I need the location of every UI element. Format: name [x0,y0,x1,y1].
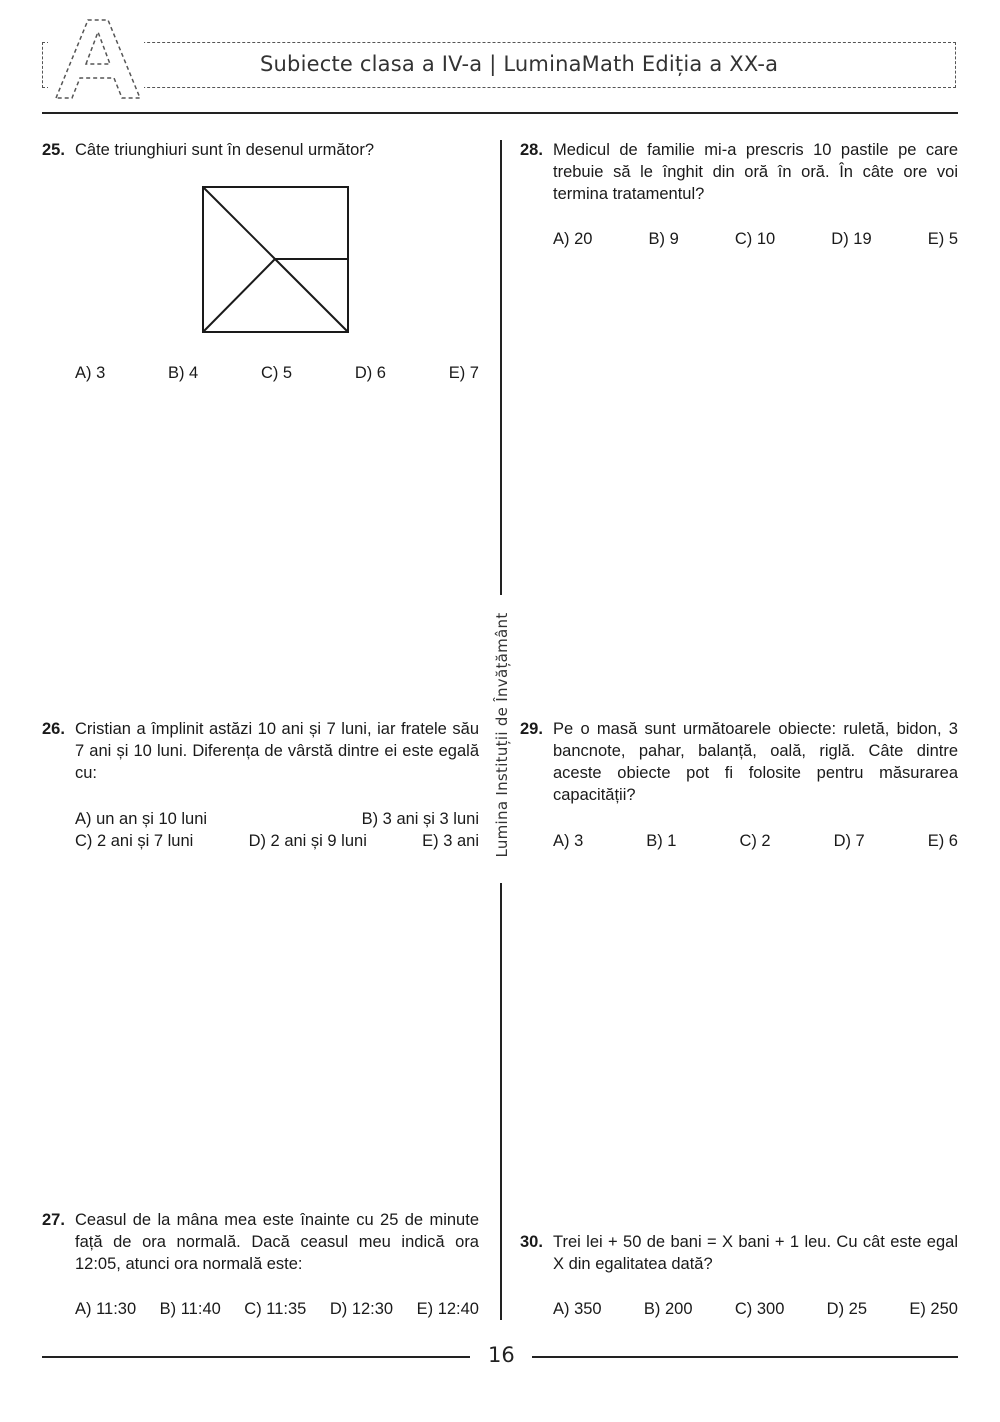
answer-option[interactable]: A) 20 [553,230,593,248]
answer-option[interactable]: B) 200 [643,1300,693,1318]
answer-option[interactable]: C) 2 [739,832,771,850]
triangles-figure [200,184,352,336]
answer-option[interactable]: E) 6 [927,832,958,850]
answers-30 [553,1298,958,1320]
answer-option[interactable]: B) 9 [648,230,679,248]
answer-option[interactable]: E) 250 [909,1300,958,1318]
footer-rule-right [532,1356,958,1358]
logo-a-icon [48,18,144,102]
question-28 [520,139,958,205]
footer-rule-left [42,1356,470,1358]
answer-option[interactable]: B) 11:40 [159,1300,221,1318]
answer-option[interactable]: D) 2 ani și 9 luni [248,832,367,850]
answer-option[interactable]: A) 3 [75,364,106,382]
answer-option[interactable]: A) 350 [553,1300,602,1318]
question-text: Trei lei + 50 de bani = X bani + 1 leu. Cu cât este egal X din egalitatea dată? [553,1233,958,1273]
answer-option[interactable]: C) 2 ani și 7 luni [75,832,194,850]
question-30 [520,1231,958,1275]
answer-option[interactable]: A) un an și 10 luni [75,810,208,828]
question-26 [42,718,479,784]
side-vertical-text: Lumina Instituții de Învățământ [493,612,511,858]
header-title: Subiecte clasa a IV-a | LuminaMath Ediția a XX-a [260,52,779,76]
question-number: 28. [520,141,543,159]
answer-option[interactable]: B) 3 ani și 3 luni [361,810,479,828]
question-number: 26. [42,720,65,738]
answer-option[interactable]: B) 1 [646,832,677,850]
page-number: 16 [488,1343,515,1367]
question-text: Ceasul de la mâna mea este înainte cu 25 de minute față de ora normală. Dacă ceasul meu indică ora 12:05, atunci ora normală este: [75,1211,479,1273]
answer-option[interactable]: C) 11:35 [244,1300,307,1318]
question-number: 29. [520,720,543,738]
question-text: Pe o masă sunt următoarele obiecte: ruletă, bidon, 3 bancnote, pahar, balanță, oală, riglă. Câte dintre aceste obiecte pot fi folosite pentru măsurarea capacității? [553,720,958,804]
answer-option[interactable]: C) 5 [260,364,293,382]
question-number: 30. [520,1233,543,1251]
answers-26-row2 [75,830,479,852]
question-number: 25. [42,141,65,159]
question-text: Câte triunghiuri sunt în desenul următor? [75,141,374,159]
answer-option[interactable]: C) 300 [734,1300,785,1318]
answer-option[interactable]: C) 10 [734,230,776,248]
answer-option[interactable]: B) 4 [167,364,199,382]
question-text: Cristian a împlinit astăzi 10 ani și 7 luni, iar fratele său 7 ani și 10 luni. Diferența de vârstă dintre ei este egală cu: [75,720,479,782]
question-29 [520,718,958,806]
answer-option[interactable]: E) 7 [448,364,479,382]
answer-option[interactable]: A) 11:30 [75,1300,137,1318]
answers-25 [75,362,479,384]
question-text: Medicul de familie mi-a prescris 10 pastile pe care trebuie să le înghit din oră în oră. În câte ore voi termina tratamentul? [553,141,958,203]
question-number: 27. [42,1211,65,1229]
answer-option[interactable]: E) 5 [927,230,958,248]
answer-option[interactable]: D) 6 [354,364,386,382]
question-25 [42,139,482,161]
answer-option[interactable]: E) 3 ani [422,832,479,850]
answer-option[interactable]: D) 12:30 [329,1300,394,1318]
question-27 [42,1209,479,1275]
answer-option[interactable]: E) 12:40 [416,1300,479,1318]
column-divider-top [500,140,502,595]
answer-option[interactable]: A) 3 [553,832,584,850]
answers-27 [75,1298,479,1320]
answers-28 [553,228,958,250]
answer-option[interactable]: D) 25 [826,1300,868,1318]
answers-26-row1 [75,808,479,830]
answers-29 [553,830,958,852]
answer-option[interactable]: D) 7 [833,832,865,850]
answer-option[interactable]: D) 19 [831,230,872,248]
header-rule [42,112,958,114]
column-divider-bottom [500,883,502,1320]
